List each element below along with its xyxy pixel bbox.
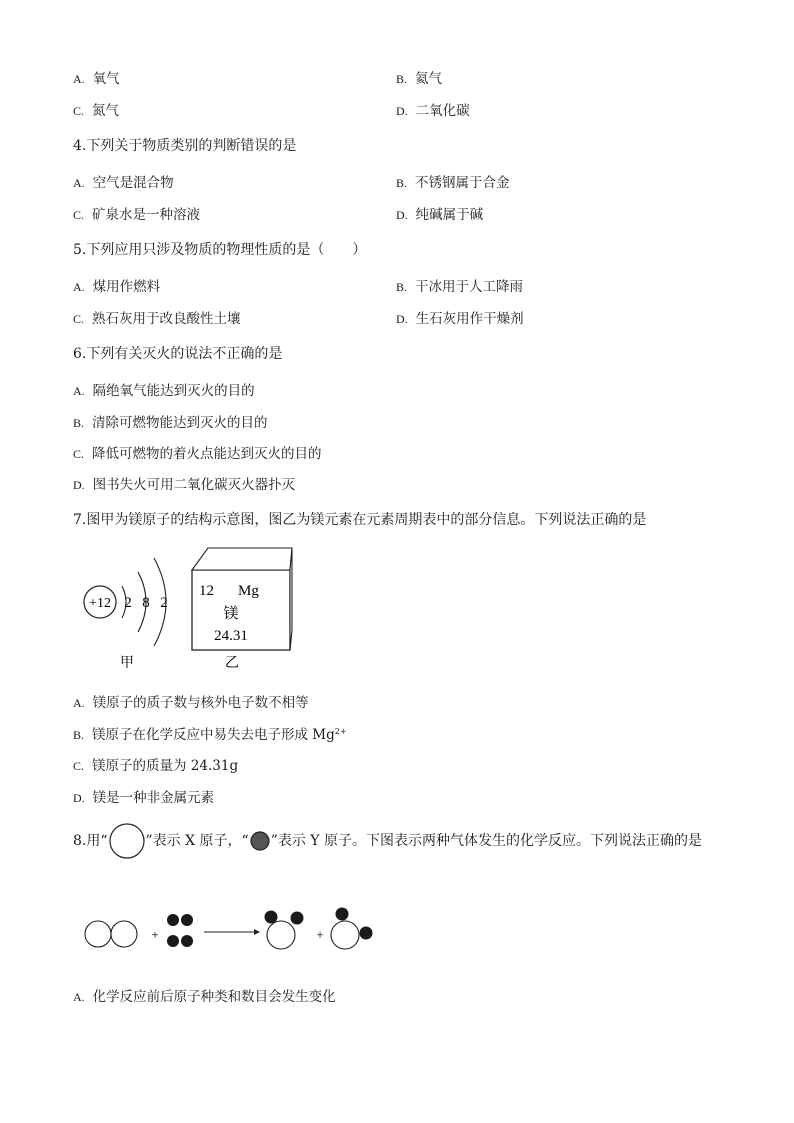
q7-option-d [73, 786, 214, 806]
q6-option-d [73, 473, 295, 493]
nucleus-charge: +12 [89, 596, 111, 611]
xy2-molecule-2 [331, 908, 373, 950]
q3-option-d [396, 99, 470, 119]
q5-option-a [73, 275, 160, 295]
y2-molecules [167, 914, 193, 947]
option-text: 矿泉水是一种溶液 [92, 207, 201, 223]
cell-top-face [192, 548, 292, 570]
q8-option-a [73, 985, 336, 1005]
q6-option-c [73, 442, 322, 462]
q6-stem: 6.下列有关灭火的说法不正确的是 [73, 346, 283, 362]
option-text: 镁原子的质子数与核外电子数不相等 [92, 695, 309, 711]
plus-sign: + [151, 927, 159, 942]
q5-option-b [396, 275, 523, 295]
q5-option-c [73, 307, 241, 327]
option-text: 煤用作燃料 [92, 279, 161, 295]
option-letter: A. [73, 990, 85, 1004]
option-letter: B. [73, 416, 85, 430]
plus-sign: + [316, 927, 324, 942]
q7-option-b [73, 723, 347, 743]
option-letter: C. [73, 208, 85, 222]
option-letter: B. [73, 728, 85, 742]
q3-option-b [396, 67, 442, 87]
label-yi: 乙 [225, 656, 239, 671]
atomic-mass: 24.31 [214, 628, 248, 644]
option-letter: C. [73, 447, 85, 461]
q7-option-c [73, 754, 238, 774]
option-text: 生石灰用作干燥剂 [415, 311, 524, 327]
q6-option-b [73, 411, 268, 431]
y-atom-legend-icon [249, 830, 271, 852]
option-text: 镁是一种非金属元素 [92, 790, 215, 806]
q7-stem: 7.图甲为镁原子的结构示意图，图乙为镁元素在元素周期表中的部分信息。下列说法正确的是 [73, 512, 647, 528]
option-letter: A. [73, 384, 85, 398]
q3-option-c [73, 99, 119, 119]
option-text: 熟石灰用于改良酸性土壤 [92, 311, 241, 327]
shell-1-count: 2 [124, 595, 132, 611]
q6-option-a [73, 379, 255, 399]
cell-side-face [290, 548, 292, 650]
option-letter: B. [396, 72, 408, 86]
shell-3-count: 2 [160, 595, 168, 611]
option-letter: D. [73, 791, 85, 805]
option-letter: B. [396, 176, 408, 190]
option-text: 空气是混合物 [92, 175, 174, 191]
option-text: 不锈钢属于合金 [415, 175, 510, 191]
shell-2-count: 8 [142, 595, 150, 611]
option-text: 隔绝氧气能达到灭火的目的 [92, 383, 255, 399]
ion-charge: 2+ [334, 727, 347, 736]
option-text: 清除可燃物能达到灭火的目的 [92, 415, 268, 431]
option-text: 镁原子的质量为 24.31g [92, 758, 239, 774]
option-text: 氦气 [415, 71, 443, 87]
option-text: 镁原子在化学反应中易失去电子形成 Mg [92, 727, 335, 743]
option-letter: D. [73, 478, 85, 492]
magnesium-atom-diagram [84, 558, 168, 671]
option-letter: A. [73, 72, 85, 86]
q8-stem-part3: ”表示 Y 原子。下图表示两种气体发生的化学反应。下列说法正确的是 [270, 833, 703, 849]
q3-option-a [73, 67, 120, 87]
atomic-number: 12 [199, 583, 214, 599]
option-letter: A. [73, 696, 85, 710]
q8-stem-part1: 8.用“ [73, 833, 108, 849]
option-text: 氧气 [92, 71, 120, 87]
q5-stem: 5.下列应用只涉及物质的物理性质的是（ ） [73, 242, 367, 258]
xy2-molecule-1 [265, 911, 304, 950]
q8-reaction-diagram [78, 900, 388, 960]
q4-option-a [73, 171, 174, 191]
x-atom-legend-icon [108, 822, 146, 860]
option-text: 化学反应前后原子种类和数目会发生变化 [92, 989, 336, 1005]
option-text: 降低可燃物的着火点能达到灭火的目的 [92, 446, 322, 462]
option-letter: C. [73, 312, 85, 326]
q8-stem-part2: ”表示 X 原子，“ [145, 833, 249, 849]
option-letter: C. [73, 104, 85, 118]
reaction-arrow [204, 929, 260, 935]
element-name: 镁 [223, 606, 239, 622]
option-text: 干冰用于人工降雨 [415, 279, 524, 295]
option-text: 氮气 [92, 103, 120, 119]
option-text: 二氧化碳 [415, 103, 470, 119]
option-text: 图书失火可用二氧化碳灭火器扑灭 [92, 477, 296, 493]
option-letter: A. [73, 176, 85, 190]
label-jia: 甲 [120, 656, 134, 671]
x2-molecule [85, 921, 137, 947]
option-letter: D. [396, 104, 408, 118]
option-letter: D. [396, 208, 408, 222]
q4-option-b [396, 171, 510, 191]
q4-option-d [396, 203, 483, 223]
periodic-table-cell [192, 548, 292, 671]
q4-stem: 4.下列关于物质类别的判断错误的是 [73, 138, 297, 154]
q8-stem [73, 822, 702, 860]
q5-option-d [396, 307, 524, 327]
q7-option-a [73, 691, 309, 711]
option-letter: A. [73, 280, 85, 294]
q4-option-c [73, 203, 200, 223]
option-letter: D. [396, 312, 408, 326]
element-symbol: Mg [238, 583, 259, 599]
option-letter: B. [396, 280, 408, 294]
q7-figure [78, 540, 308, 675]
option-text: 纯碱属于碱 [415, 207, 484, 223]
option-letter: C. [73, 759, 85, 773]
